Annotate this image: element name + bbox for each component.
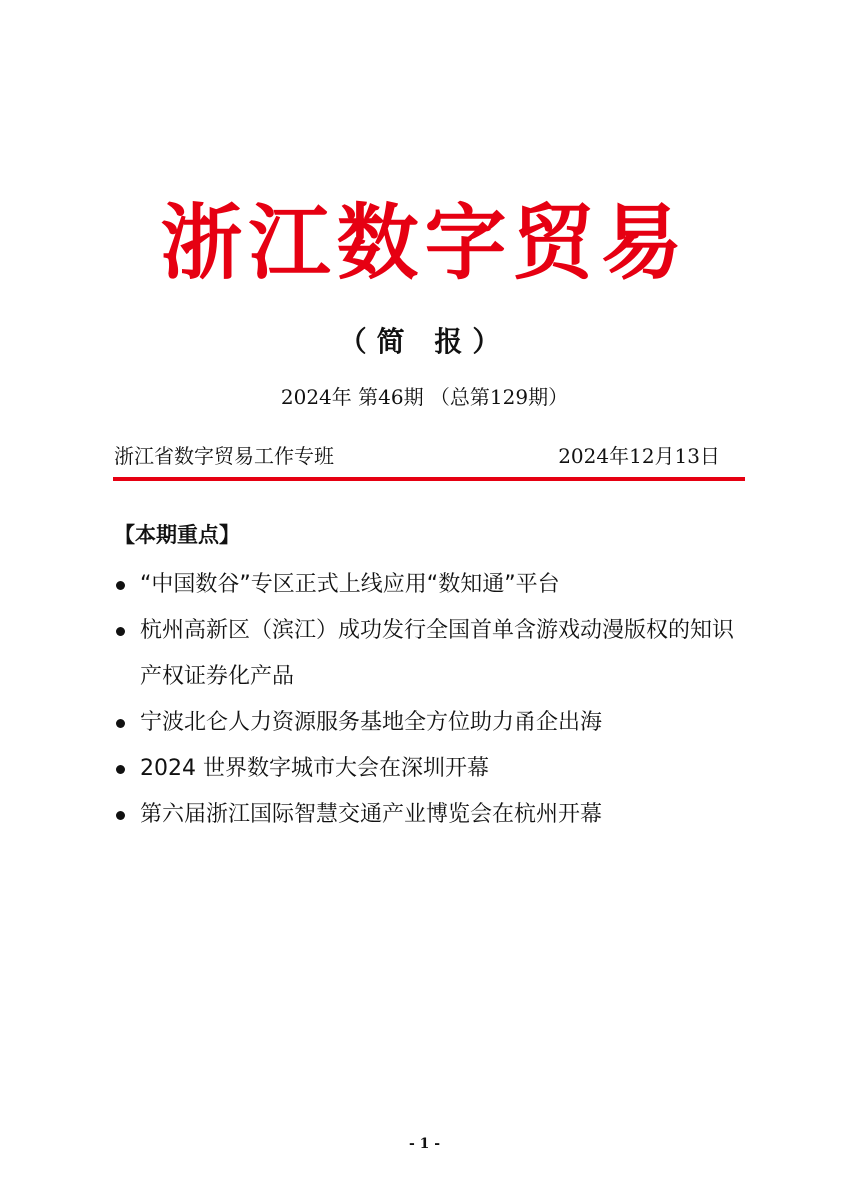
bullet-icon xyxy=(116,765,125,774)
bullet-icon xyxy=(116,627,125,636)
issue-number: 2024年 第46期 （总第129期） xyxy=(280,385,569,409)
highlight-text: 2024 世界数字城市大会在深圳开幕 xyxy=(140,756,489,781)
list-item xyxy=(114,608,754,700)
list-item xyxy=(114,746,754,792)
bullet-icon xyxy=(116,719,125,728)
publisher: 浙江省数字贸易工作专班 xyxy=(114,444,334,468)
highlights-list xyxy=(114,562,754,838)
highlight-text: 杭州高新区（滨江）成功发行全国首单含游戏动漫版权的知识产权证券化产品 xyxy=(140,618,735,689)
highlight-text: 第六届浙江国际智慧交通产业博览会在杭州开幕 xyxy=(140,802,603,827)
list-item xyxy=(114,700,754,746)
publication-meta xyxy=(114,440,720,472)
list-item xyxy=(114,792,754,838)
highlight-text: 宁波北仑人力资源服务基地全方位助力甬企出海 xyxy=(140,710,603,735)
bullet-icon xyxy=(116,581,125,590)
list-item xyxy=(114,562,754,608)
highlight-text: “中国数谷”专区正式上线应用“数知通”平台 xyxy=(140,572,560,597)
bullet-icon xyxy=(116,811,125,820)
publication-date: 2024年12月13日 xyxy=(558,444,720,468)
masthead-title: 浙江数字贸易 xyxy=(160,196,689,291)
highlights-heading: 【本期重点】 xyxy=(114,523,240,547)
masthead-subtitle: （简 报） xyxy=(338,325,511,358)
red-divider xyxy=(113,477,745,481)
page-number: - 1 - xyxy=(408,1136,441,1152)
